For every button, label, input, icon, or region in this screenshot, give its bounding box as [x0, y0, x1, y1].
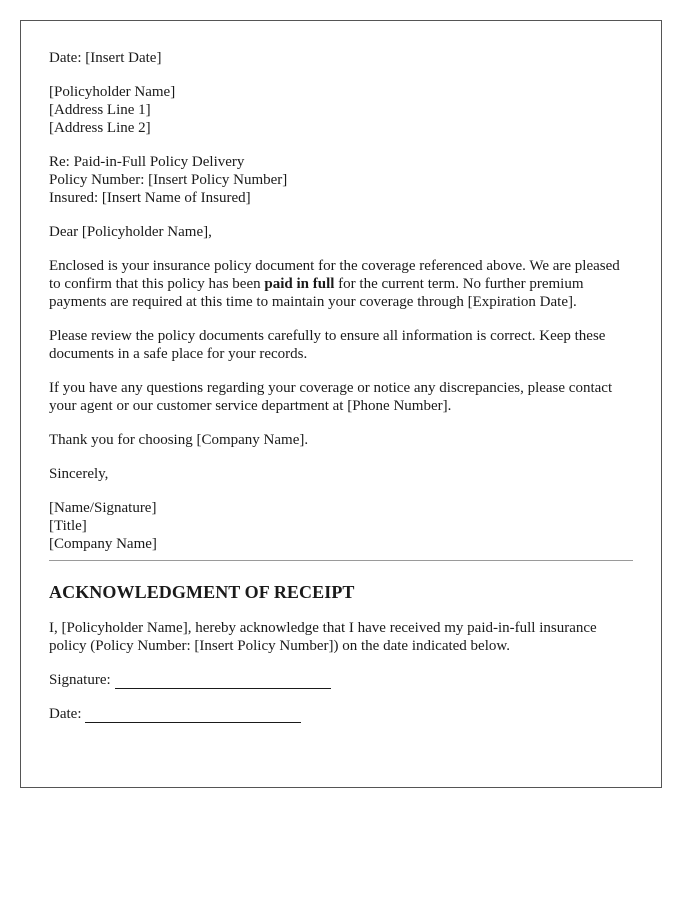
subject-line: Re: Paid-in-Full Policy Delivery [49, 154, 245, 170]
signature-field-row [49, 671, 633, 689]
body-paragraph-thanks: Thank you for choosing [Company Name]. [49, 432, 309, 448]
date-line: Date: [Insert Date] [49, 50, 162, 66]
reference-block [49, 153, 633, 207]
date-blank-line[interactable] [85, 707, 301, 723]
paragraph-text-start: Enclosed is your insurance policy document for the coverage referenced above. We are pleased to confirm that this policy has been [49, 258, 620, 292]
recipient-address-line-2: [Address Line 2] [49, 120, 151, 136]
body-paragraph-questions: If you have any questions regarding your coverage or notice any discrepancies, please contact your agent or our customer service department at [Phone Number]. [49, 380, 613, 414]
recipient-name: [Policyholder Name] [49, 84, 176, 100]
signature-block [49, 499, 633, 553]
date-field-label: Date: [49, 706, 82, 722]
paragraph-text-end: for the current term. No further premium payments are required at this time to maintain your coverage through [Expiration Date]. [49, 276, 584, 310]
insured-line: Insured: [Insert Name of Insured] [49, 190, 251, 206]
signature-field-label: Signature: [49, 672, 111, 688]
policy-number-line: Policy Number: [Insert Policy Number] [49, 172, 288, 188]
salutation: Dear [Policyholder Name], [49, 224, 212, 240]
body-paragraph-review: Please review the policy documents carefully to ensure all information is correct. Keep these documents in a safe place for your records. [49, 328, 606, 362]
section-divider [49, 560, 633, 561]
date-field-row [49, 705, 633, 723]
acknowledgment-statement: I, [Policyholder Name], hereby acknowledge that I have received my paid-in-full insurance policy (Policy Number: [Insert Policy Number]) on the date indicated below. [49, 620, 597, 654]
acknowledgment-heading: ACKNOWLEDGMENT OF RECEIPT [49, 582, 355, 602]
recipient-address-line-1: [Address Line 1] [49, 102, 151, 118]
signature-blank-line[interactable] [115, 673, 331, 689]
body-paragraph-payment-confirmation [49, 257, 633, 311]
signer-title: [Title] [49, 518, 87, 534]
paid-in-full-emphasis: paid in full [264, 276, 335, 292]
signer-name: [Name/Signature] [49, 500, 157, 516]
closing: Sincerely, [49, 466, 109, 482]
recipient-address-block [49, 83, 633, 137]
letter-page [20, 20, 662, 788]
signer-company: [Company Name] [49, 536, 157, 552]
